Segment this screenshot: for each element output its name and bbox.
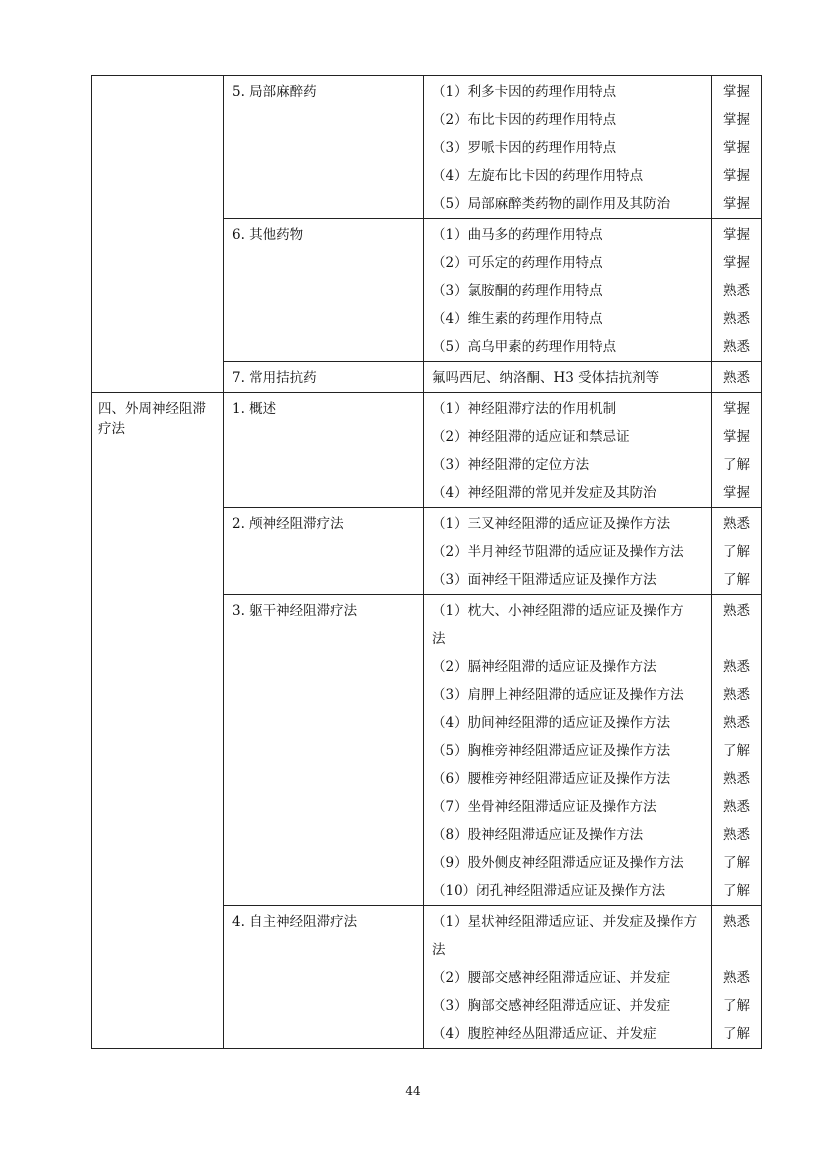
content-item: （1）星状神经阻滞适应证、并发症及操作方 xyxy=(432,914,698,930)
requirement-level: 熟悉 xyxy=(723,771,750,787)
subtopic-cell: 2. 颅神经阻滞疗法 xyxy=(224,508,424,595)
content-item: （1）曲马多的药理作用特点 xyxy=(432,227,603,243)
content-item: （3）面神经干阻滞适应证及操作方法 xyxy=(432,572,657,588)
requirement-level: 熟悉 xyxy=(723,516,750,532)
content-item: （4）肋间神经阻滞的适应证及操作方法 xyxy=(432,715,671,731)
content-item: （2）腰部交感神经阻滞适应证、并发症 xyxy=(432,970,671,986)
requirement-level: 了解 xyxy=(723,544,750,560)
table-row xyxy=(92,393,762,508)
content-item: （3）氯胺酮的药理作用特点 xyxy=(432,283,603,299)
content-cell xyxy=(424,595,712,906)
content-item: （4）腹腔神经丛阻滞适应证、并发症 xyxy=(432,1026,657,1042)
requirement-level: 掌握 xyxy=(723,255,750,271)
requirement-level: 熟悉 xyxy=(723,715,750,731)
requirement-level: 了解 xyxy=(723,998,750,1014)
requirement-level: 掌握 xyxy=(723,168,750,184)
requirement-level: 了解 xyxy=(723,572,750,588)
requirement-spacer xyxy=(712,936,761,964)
requirement-level: 熟悉 xyxy=(723,914,750,930)
content-item-continuation: 法 xyxy=(432,942,446,958)
content-item: （1）神经阻滞疗法的作用机制 xyxy=(432,401,617,417)
requirement-spacer xyxy=(712,625,761,653)
content-item: （4）维生素的药理作用特点 xyxy=(432,311,603,327)
content-item-continuation: 法 xyxy=(432,631,446,647)
requirement-level: 了解 xyxy=(723,1026,750,1042)
requirement-level: 熟悉 xyxy=(723,970,750,986)
content-item: （3）神经阻滞的定位方法 xyxy=(432,457,590,473)
content-item: （8）股神经阻滞适应证及操作方法 xyxy=(432,827,644,843)
requirement-level: 了解 xyxy=(723,743,750,759)
requirement-level: 了解 xyxy=(723,457,750,473)
requirement-level: 掌握 xyxy=(723,140,750,156)
content-item: 氟吗西尼、纳洛酮、H3 受体拮抗剂等 xyxy=(432,370,660,386)
content-item: （7）坐骨神经阻滞适应证及操作方法 xyxy=(432,799,657,815)
requirement-level: 掌握 xyxy=(723,112,750,128)
page-number: 44 xyxy=(405,1084,421,1098)
content-cell xyxy=(424,362,712,393)
content-item: （3）肩胛上神经阻滞的适应证及操作方法 xyxy=(432,687,684,703)
content-item: （3）胸部交感神经阻滞适应证、并发症 xyxy=(432,998,671,1014)
content-item: （5）胸椎旁神经阻滞适应证及操作方法 xyxy=(432,743,671,759)
requirement-level: 掌握 xyxy=(723,401,750,417)
content-item: （1）利多卡因的药理作用特点 xyxy=(432,84,617,100)
subtopic-cell: 4. 自主神经阻滞疗法 xyxy=(224,906,424,1049)
content-item: （4）神经阻滞的常见并发症及其防治 xyxy=(432,485,657,501)
requirement-cell xyxy=(712,76,762,219)
content-item: （1）三叉神经阻滞的适应证及操作方法 xyxy=(432,516,671,532)
requirement-cell xyxy=(712,219,762,362)
requirement-level: 掌握 xyxy=(723,429,750,445)
requirement-level: 熟悉 xyxy=(723,339,750,355)
content-cell xyxy=(424,508,712,595)
content-cell xyxy=(424,906,712,1049)
content-item: （4）左旋布比卡因的药理作用特点 xyxy=(432,168,644,184)
requirement-level: 熟悉 xyxy=(723,370,750,386)
subtopic-cell: 1. 概述 xyxy=(224,393,424,508)
subtopic-cell: 3. 躯干神经阻滞疗法 xyxy=(224,595,424,906)
requirement-cell xyxy=(712,362,762,393)
requirement-level: 掌握 xyxy=(723,84,750,100)
subtopic-cell: 5. 局部麻醉药 xyxy=(224,76,424,219)
syllabus-table-body xyxy=(92,76,762,1049)
content-item: （2）神经阻滞的适应证和禁忌证 xyxy=(432,429,630,445)
requirement-level: 熟悉 xyxy=(723,799,750,815)
requirement-level: 熟悉 xyxy=(723,311,750,327)
requirement-level: 了解 xyxy=(723,883,750,899)
requirement-level: 熟悉 xyxy=(723,827,750,843)
requirement-level: 熟悉 xyxy=(723,283,750,299)
content-item: （2）膈神经阻滞的适应证及操作方法 xyxy=(432,659,657,675)
content-item: （10）闭孔神经阻滞适应证及操作方法 xyxy=(432,883,666,899)
content-cell xyxy=(424,219,712,362)
content-cell xyxy=(424,76,712,219)
requirement-level: 掌握 xyxy=(723,485,750,501)
table-row xyxy=(92,76,762,219)
requirement-level: 熟悉 xyxy=(723,659,750,675)
content-item: （9）股外侧皮神经阻滞适应证及操作方法 xyxy=(432,855,684,871)
content-item: （3）罗哌卡因的药理作用特点 xyxy=(432,140,617,156)
requirement-level: 掌握 xyxy=(723,196,750,212)
requirement-cell xyxy=(712,906,762,1049)
subtopic-cell: 7. 常用拮抗药 xyxy=(224,362,424,393)
unit-cell: 四、外周神经阻滞疗法 xyxy=(92,393,224,1049)
content-item: （2）可乐定的药理作用特点 xyxy=(432,255,603,271)
content-item: （1）枕大、小神经阻滞的适应证及操作方 xyxy=(432,603,684,619)
requirement-cell xyxy=(712,595,762,906)
subtopic-cell: 6. 其他药物 xyxy=(224,219,424,362)
syllabus-table xyxy=(91,75,762,1049)
requirement-cell xyxy=(712,393,762,508)
content-cell xyxy=(424,393,712,508)
requirement-level: 掌握 xyxy=(723,227,750,243)
content-item: （2）布比卡因的药理作用特点 xyxy=(432,112,617,128)
unit-cell xyxy=(92,76,224,393)
content-item: （2）半月神经节阻滞的适应证及操作方法 xyxy=(432,544,684,560)
content-item: （6）腰椎旁神经阻滞适应证及操作方法 xyxy=(432,771,671,787)
content-item: （5）局部麻醉类药物的副作用及其防治 xyxy=(432,196,671,212)
content-item: （5）高乌甲素的药理作用特点 xyxy=(432,339,617,355)
requirement-level: 熟悉 xyxy=(723,687,750,703)
requirement-level: 了解 xyxy=(723,855,750,871)
requirement-level: 熟悉 xyxy=(723,603,750,619)
requirement-cell xyxy=(712,508,762,595)
